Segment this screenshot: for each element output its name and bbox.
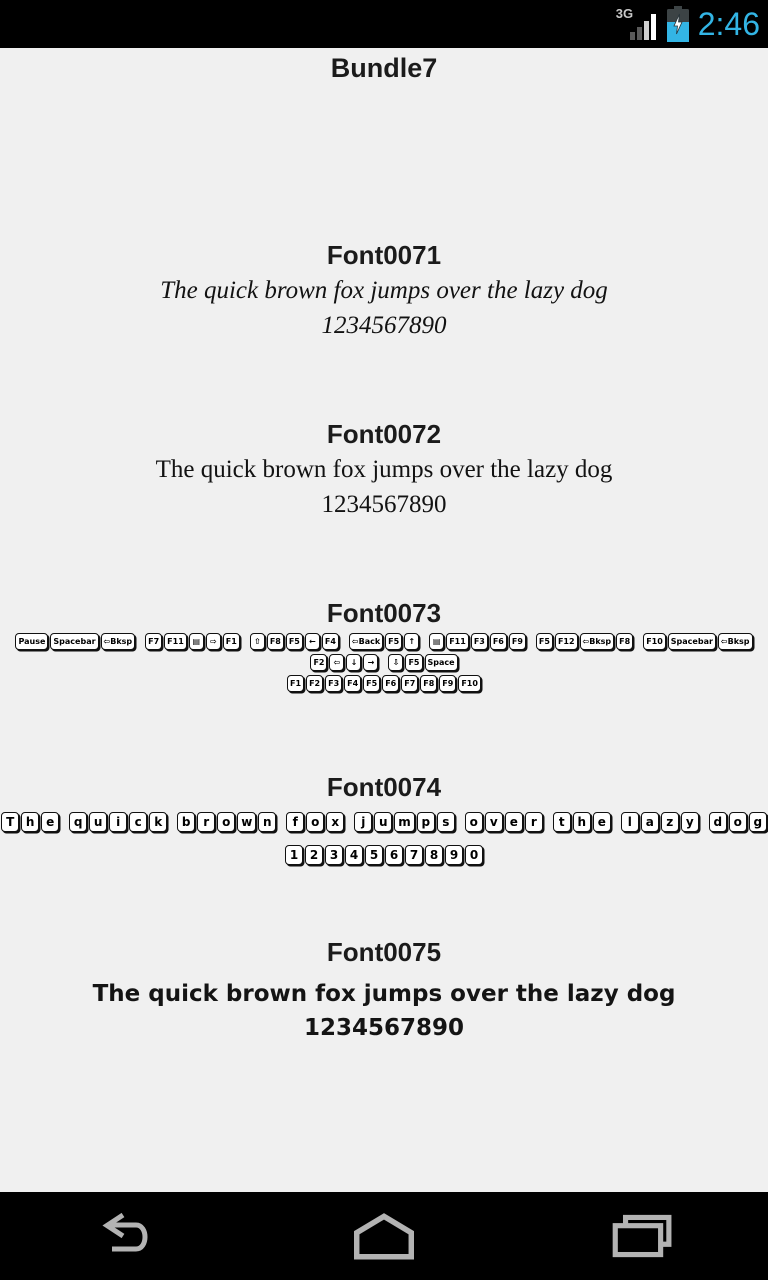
keyboard-key: F8 xyxy=(267,633,284,650)
keyboard-key: ↓ xyxy=(346,654,361,671)
key-row xyxy=(0,673,768,694)
keyboard-key: g xyxy=(749,812,767,832)
keyboard-key: ▤ xyxy=(429,633,444,650)
keyboard-key: 8 xyxy=(425,845,443,865)
keyboard-key: o xyxy=(465,812,483,832)
keyboard-key: F4 xyxy=(322,633,339,650)
keyboard-key: ▤ xyxy=(189,633,204,650)
keyboard-key: F5 xyxy=(363,675,380,692)
keyboard-key: x xyxy=(326,812,344,832)
keyboard-key: F6 xyxy=(490,633,507,650)
font-name: Font0073 xyxy=(326,598,442,628)
keyboard-key: F10 xyxy=(458,675,481,692)
keyboard-key: ⇦ xyxy=(329,654,344,671)
back-button[interactable] xyxy=(0,1212,256,1260)
keyboard-key: o xyxy=(217,812,235,832)
keyboard-key: F5 xyxy=(286,633,303,650)
keyboard-key: z xyxy=(661,812,679,832)
keyboard-key: b xyxy=(177,812,195,832)
keyboard-key: ⇦Bksp xyxy=(101,633,136,650)
keyboard-key: ⇨ xyxy=(206,633,221,650)
keyboard-key: n xyxy=(258,812,276,832)
keyboard-key: F1 xyxy=(287,675,304,692)
keyboard-key: r xyxy=(525,812,543,832)
keyboard-key: → xyxy=(363,654,378,671)
sample-text: The quick brown fox jumps over the lazy dog xyxy=(155,456,613,483)
keyboard-key: t xyxy=(553,812,571,832)
keyboard-key: e xyxy=(41,812,59,832)
home-button[interactable] xyxy=(256,1212,512,1260)
keyboard-key: T xyxy=(1,812,19,832)
keyboard-key: 5 xyxy=(365,845,383,865)
keyboard-key: Space xyxy=(425,654,458,671)
keyboard-key: F5 xyxy=(536,633,553,650)
keyboard-key: o xyxy=(306,812,324,832)
keyboard-key: ⇦Bksp xyxy=(718,633,753,650)
keyboard-key: a xyxy=(641,812,659,832)
keyboard-key: F10 xyxy=(643,633,666,650)
font-section-0074 xyxy=(0,772,768,871)
keyboard-key: s xyxy=(437,812,455,832)
keyboard-key: k xyxy=(149,812,167,832)
page-title: Bundle7 xyxy=(330,53,438,83)
status-icons xyxy=(616,2,768,46)
font-list[interactable] xyxy=(0,48,768,1192)
keyboard-key: j xyxy=(354,812,372,832)
home-icon xyxy=(345,1212,423,1260)
keyboard-key: F11 xyxy=(446,633,469,650)
keyboard-key: ⇦Bksp xyxy=(580,633,615,650)
keyboard-key: 0 xyxy=(465,845,483,865)
font-name: Font0075 xyxy=(326,937,442,967)
recents-button[interactable] xyxy=(512,1212,768,1260)
key-row xyxy=(0,805,768,838)
signal-strength-icon xyxy=(616,5,660,43)
keyboard-key: 3 xyxy=(325,845,343,865)
clock: 2:46 xyxy=(697,6,760,42)
keyboard-key: h xyxy=(573,812,591,832)
keyboard-key: p xyxy=(417,812,435,832)
keyboard-key: m xyxy=(394,812,415,832)
recents-icon xyxy=(607,1212,673,1260)
sample-text: The quick brown fox jumps over the lazy dog xyxy=(92,981,676,1007)
keyboard-key: 6 xyxy=(385,845,403,865)
keyboard-key: 4 xyxy=(345,845,363,865)
network-type-label: 3G xyxy=(615,6,634,21)
keyboard-key: F12 xyxy=(555,633,578,650)
keyboard-key: q xyxy=(69,812,87,832)
keyboard-key: Pause xyxy=(15,633,48,650)
keyboard-key: w xyxy=(237,812,256,832)
keyboard-key: F7 xyxy=(145,633,162,650)
keyboard-key: 7 xyxy=(405,845,423,865)
sample-numbers: 1234567890 xyxy=(321,491,447,518)
status-bar xyxy=(0,0,768,48)
keyboard-key: F2 xyxy=(306,675,323,692)
keyboard-key: ⇩ xyxy=(388,654,403,671)
keyboard-key: u xyxy=(89,812,107,832)
keyboard-key: e xyxy=(505,812,523,832)
keyboard-key: h xyxy=(21,812,39,832)
keyboard-key: i xyxy=(109,812,127,832)
keyboard-key: l xyxy=(621,812,639,832)
keyboard-key: ⇦Back xyxy=(349,633,383,650)
font-section-0071 xyxy=(0,240,768,343)
keyboard-key: F9 xyxy=(439,675,456,692)
keyboard-key: u xyxy=(374,812,392,832)
battery-charging-icon xyxy=(667,6,689,42)
keyboard-key: F2 xyxy=(310,654,327,671)
keyboard-key: Spacebar xyxy=(50,633,98,650)
keyboard-key: y xyxy=(681,812,699,832)
sample-numbers: 1234567890 xyxy=(303,1015,465,1041)
keyboard-key: 2 xyxy=(305,845,323,865)
font-section-0072 xyxy=(0,419,768,522)
keyboard-key: Spacebar xyxy=(668,633,716,650)
keyboard-key: ↑ xyxy=(404,633,419,650)
keyboard-key: F5 xyxy=(385,633,402,650)
font-section-0075 xyxy=(0,937,768,1045)
keyboard-key: F1 xyxy=(223,633,240,650)
keyboard-key: F8 xyxy=(616,633,633,650)
signal-bars-icon xyxy=(630,14,660,40)
navigation-bar xyxy=(0,1192,768,1280)
key-row xyxy=(0,631,768,652)
keyboard-key: c xyxy=(129,812,147,832)
keyboard-key: F6 xyxy=(382,675,399,692)
keyboard-key: F4 xyxy=(344,675,361,692)
sample-numbers: 1234567890 xyxy=(321,312,447,339)
back-icon xyxy=(86,1212,170,1260)
keyboard-key: d xyxy=(709,812,727,832)
keyboard-key: F5 xyxy=(405,654,422,671)
font-name: Font0071 xyxy=(326,240,442,270)
keyboard-key: 9 xyxy=(445,845,463,865)
keyboard-key: F9 xyxy=(509,633,526,650)
sample-text: The quick brown fox jumps over the lazy dog xyxy=(160,277,608,304)
keyboard-key: r xyxy=(197,812,215,832)
keyboard-key: o xyxy=(729,812,747,832)
key-row xyxy=(0,838,768,871)
keyboard-key: e xyxy=(593,812,611,832)
keyboard-key: 1 xyxy=(285,845,303,865)
keyboard-key: F3 xyxy=(471,633,488,650)
font-name: Font0074 xyxy=(326,772,442,802)
keyboard-key: F7 xyxy=(401,675,418,692)
keyboard-key: f xyxy=(286,812,304,832)
keyboard-key: F8 xyxy=(420,675,437,692)
font-name: Font0072 xyxy=(326,419,442,449)
keyboard-key: F3 xyxy=(325,675,342,692)
font-section-0073 xyxy=(0,598,768,694)
key-row xyxy=(0,652,768,673)
keyboard-key: ⇧ xyxy=(250,633,265,650)
keyboard-key: F11 xyxy=(164,633,187,650)
keyboard-key: v xyxy=(485,812,503,832)
keyboard-key: ← xyxy=(305,633,320,650)
